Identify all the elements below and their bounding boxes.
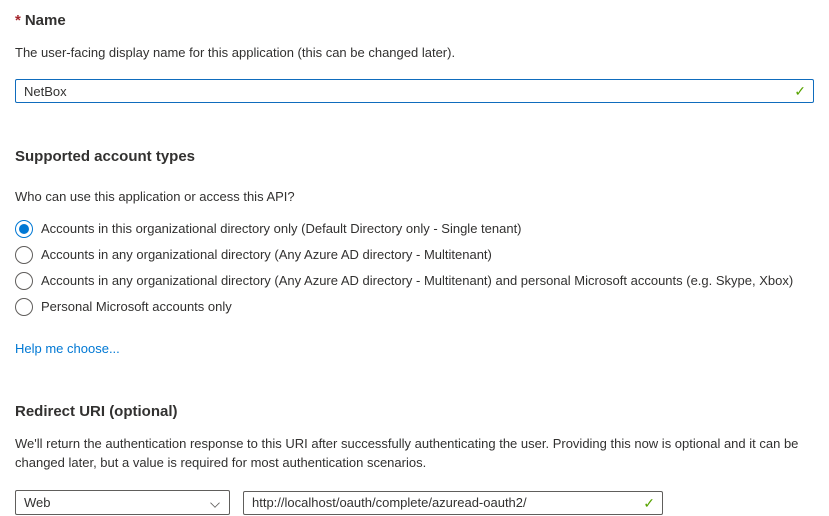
account-types-question: Who can use this application or access this API? [15,189,295,204]
platform-dropdown[interactable] [15,490,230,515]
supported-account-types-title: Supported account types [15,148,196,165]
account-type-options [15,216,814,320]
valid-checkmark-icon: ✓ [643,494,655,511]
radio-button-icon [15,220,33,238]
name-input[interactable] [15,79,814,103]
name-field [15,79,814,103]
redirect-uri-title: Redirect URI (optional) [15,403,178,420]
redirect-uri-field [243,491,663,515]
chevron-down-icon [210,498,220,508]
redirect-uri-row [15,490,814,515]
redirect-uri-input[interactable] [243,491,663,515]
radio-option-multitenant-personal[interactable]: Accounts in any organizational directory (Any Azure AD directory - Multitenant) and personal Microsoft accounts (e.g. Skype, Xbox) [15,268,814,294]
name-title-text: Name [24,12,66,29]
redirect-uri-description: We'll return the authentication response to this URI after successfully authenticating the user. Providing this now is optional and it can be changed later, but a value is required for most authentication scenarios. [15,436,799,470]
redirect-uri-section [15,402,814,515]
radio-button-icon [15,272,33,290]
name-section-title [15,11,814,31]
name-description: The user-facing display name for this application (this can be changed later). [15,45,456,60]
radio-button-icon [15,246,33,264]
name-section [15,11,814,103]
help-me-choose-link[interactable]: Help me choose... [15,341,120,356]
supported-account-types-section [15,147,814,356]
radio-button-icon [15,298,33,316]
radio-option-single-tenant[interactable]: Accounts in this organizational directory only (Default Directory only - Single tenant) [15,216,814,242]
valid-checkmark-icon: ✓ [794,83,806,99]
radio-option-personal-only[interactable]: Personal Microsoft accounts only [15,294,814,320]
platform-dropdown-value: Web [24,495,51,510]
radio-option-multitenant[interactable]: Accounts in any organizational directory (Any Azure AD directory - Multitenant) [15,242,814,268]
required-asterisk: * [15,12,21,29]
